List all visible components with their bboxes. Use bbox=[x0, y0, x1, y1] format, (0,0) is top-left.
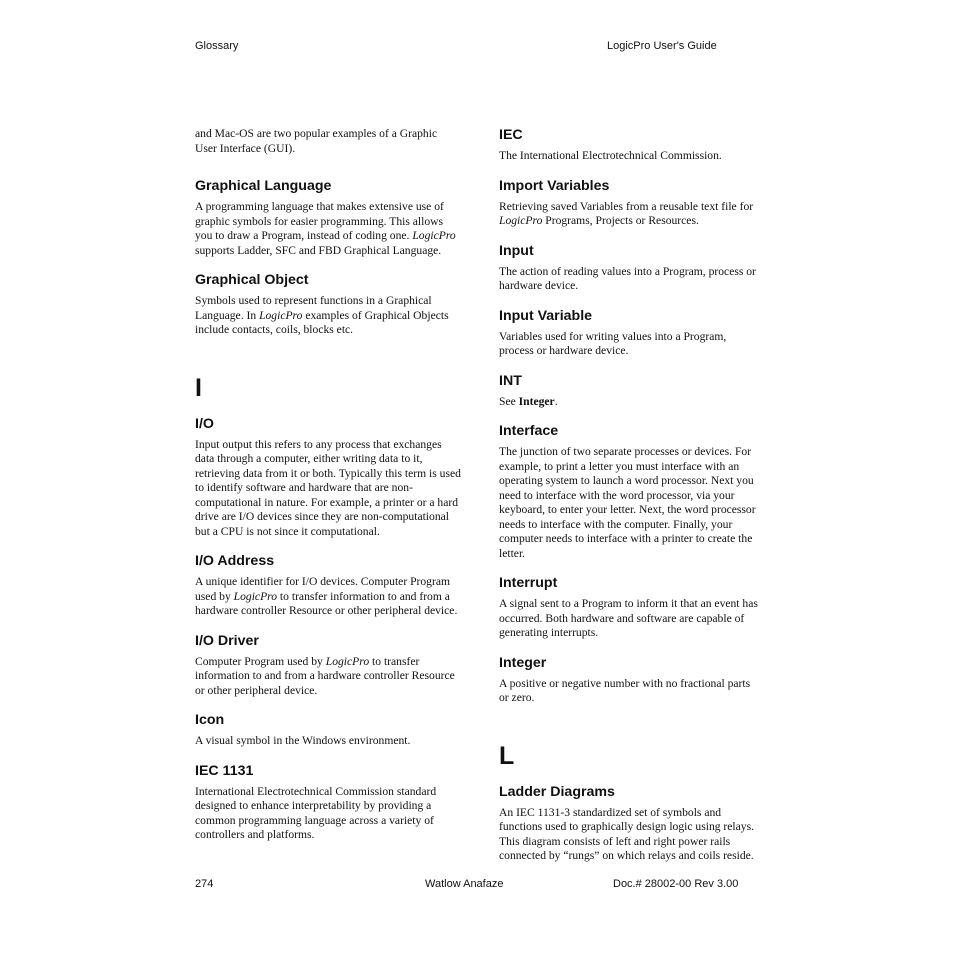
term-definition: A unique identifier for I/O devices. Computer Program used by LogicPro to transfer information to and from a hardware controller Resource or other peripheral device. bbox=[195, 575, 458, 617]
term-definition: A positive or negative number with no fractional parts or zero. bbox=[499, 676, 751, 704]
section-letter-i: I bbox=[195, 373, 202, 402]
term-heading: Interrupt bbox=[499, 575, 558, 591]
term-heading: I/O Driver bbox=[195, 632, 259, 649]
entry-import-variables bbox=[499, 178, 761, 229]
term-definition: Computer Program used by LogicPro to transfer information to and from a hardware controller Resource or other peripheral device. bbox=[195, 654, 455, 697]
term-definition: The action of reading values into a Program, process or hardware device. bbox=[499, 264, 756, 292]
term-heading: Graphical Language bbox=[195, 178, 332, 194]
header-section-title: Glossary bbox=[195, 40, 239, 52]
term-heading: Ladder Diagrams bbox=[499, 783, 615, 800]
page-number: 274 bbox=[195, 878, 214, 890]
term-definition: Input output this refers to any process that exchanges data through a computer, either writing data to it, retrieving data from it or both. Typically this term is used to identify software and hardware that are non-computational in nature. For example, a printer or a hard drive are I/O devices since they are non-computational but a CPU is not since it computational. bbox=[195, 437, 461, 538]
entry-ladder-diagrams bbox=[499, 784, 761, 864]
entry-integer bbox=[499, 655, 761, 706]
entry-input-variable bbox=[499, 308, 761, 359]
term-heading: Import Variables bbox=[499, 177, 610, 194]
left-column bbox=[195, 127, 461, 843]
term-heading: IEC 1131 bbox=[195, 762, 254, 779]
cross-reference: Integer bbox=[518, 394, 555, 408]
term-heading: Integer bbox=[499, 654, 547, 671]
term-definition: International Electrotechnical Commission standard designed to enhance interpretability by providing a common programming language across a variety of controllers and platforms. bbox=[195, 784, 437, 841]
right-column bbox=[499, 127, 761, 864]
entry-graphical-object bbox=[195, 272, 461, 338]
term-definition: Variables used for writing values into a Program, process or hardware device. bbox=[499, 329, 727, 357]
footer-doc-number: Doc.# 28002-00 Rev 3.00 bbox=[613, 878, 739, 890]
term-heading: I/O bbox=[195, 415, 214, 432]
term-heading: Interface bbox=[499, 423, 559, 439]
term-definition: A programming language that makes extensive use of graphic symbols for easier programming. This allows you to draw a Program, instead of coding one. LogicPro supports Ladder, SFC and FBD Graphical Language. bbox=[195, 200, 456, 257]
entry-icon bbox=[195, 712, 461, 749]
entry-iec bbox=[499, 127, 761, 164]
entry-io bbox=[195, 416, 461, 540]
entry-io-driver bbox=[195, 633, 461, 699]
term-definition: Symbols used to represent functions in a Graphical Language. In LogicPro examples of Graphical Objects include contacts, coils, blocks etc. bbox=[195, 294, 449, 336]
term-heading: Graphical Object bbox=[195, 272, 309, 288]
term-definition: An IEC 1131-3 standardized set of symbols and functions used to graphically design logic using relays. This diagram consists of left and right power rails connected by “rungs” on which relays and coils reside. bbox=[499, 805, 755, 862]
entry-io-address bbox=[195, 553, 461, 619]
term-definition: See Integer. bbox=[499, 394, 558, 408]
term-definition: A visual symbol in the Windows environment. bbox=[195, 734, 411, 747]
term-heading: Icon bbox=[195, 712, 225, 728]
term-definition: A signal sent to a Program to inform it that an event has occurred. Both hardware and software are capable of generating interrupts. bbox=[499, 597, 758, 639]
term-heading: I/O Address bbox=[195, 553, 275, 569]
entry-interrupt bbox=[499, 575, 761, 641]
entry-iec-1131 bbox=[195, 763, 461, 843]
footer-company: Watlow Anafaze bbox=[425, 878, 504, 890]
entry-input bbox=[499, 243, 761, 294]
term-definition: Retrieving saved Variables from a reusable text file for LogicPro Programs, Projects or Resources. bbox=[499, 199, 754, 227]
term-heading: Input Variable bbox=[499, 307, 593, 324]
term-heading: IEC bbox=[499, 127, 523, 143]
section-letter-l: L bbox=[499, 741, 515, 770]
entry-interface bbox=[499, 423, 761, 561]
header-book-title: LogicPro User's Guide bbox=[607, 40, 717, 52]
entry-graphical-language bbox=[195, 178, 461, 258]
term-definition: The junction of two separate processes or devices. For example, to print a letter you must interface with an operating system to launch a word processor. Next you need to interface with the word processor, via your keyboard, to enter your letter. Next, the word processor needs to interface with the computer. Finally, your computer needs to interface with a printer to create the letter. bbox=[499, 445, 756, 560]
term-heading: INT bbox=[499, 372, 522, 389]
entry-int bbox=[499, 373, 761, 410]
term-definition: The International Electrotechnical Commission. bbox=[499, 149, 722, 162]
term-heading: Input bbox=[499, 242, 534, 259]
continuation-text: and Mac-OS are two popular examples of a Graphic User Interface (GUI). bbox=[195, 127, 438, 155]
